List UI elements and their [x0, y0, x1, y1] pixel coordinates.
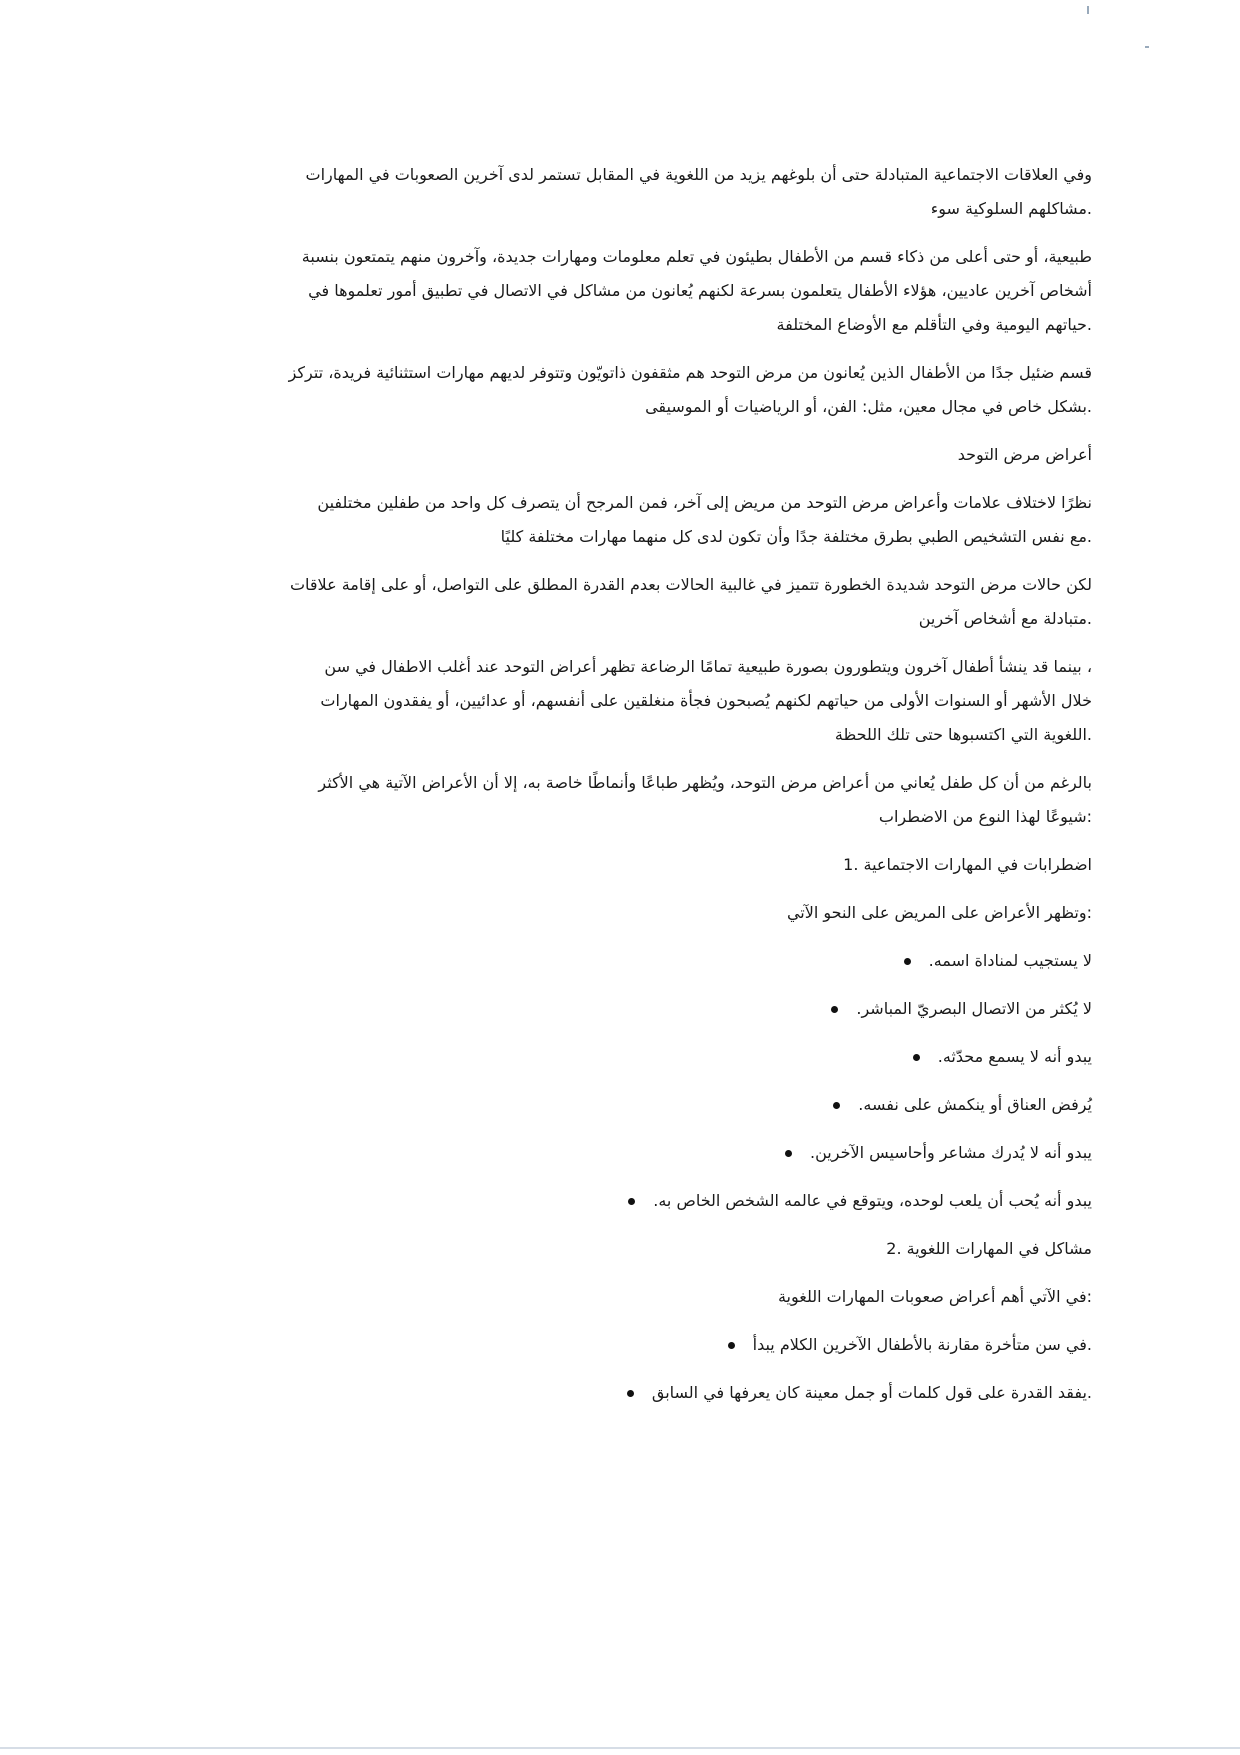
bullet-text: .يفقد القدرة على قول كلمات أو جمل معينة كان يعرفها في السابق	[651, 1383, 1092, 1402]
text-line: .بشكل خاص في مجال معين، مثل: الفن، أو الرياضيات أو الموسيقى	[645, 397, 1092, 416]
bullet-text: لا يستجيب لمناداة اسمه.	[928, 951, 1092, 970]
document-body	[190, 158, 1092, 1424]
text-line: أشخاص آخرين عاديين، هؤلاء الأطفال يتعلمون بسرعة لكنهم يُعانون من مشاكل في الاتصال في تطبيق أمور تعلموها في	[308, 281, 1092, 300]
section2-intro: :في الآتي أهم أعراض صعوبات المهارات اللغوية	[777, 1287, 1092, 1306]
bullet-text: يبدو أنه يُحب أن يلعب لوحده، ويتوقع في عالمه الشخص الخاص به.	[653, 1191, 1092, 1210]
bullet-text: يُرفض العناق أو ينكمش على نفسه.	[858, 1095, 1092, 1114]
list-item	[190, 1136, 1092, 1170]
list-item	[190, 944, 1092, 978]
scan-bottom-edge	[0, 1747, 1240, 1749]
bullet-text: لا يُكثر من الاتصال البصريّ المباشر.	[856, 999, 1092, 1018]
list-item	[190, 1184, 1092, 1218]
bullet-text: يبدو أنه لا يسمع محدّثه.	[937, 1047, 1092, 1066]
section2-bullet-list	[190, 1328, 1092, 1410]
list-item	[190, 1040, 1092, 1074]
bullet-icon	[833, 1102, 840, 1109]
section2-heading: مشاكل في المهارات اللغوية .2	[886, 1239, 1092, 1258]
list-item	[190, 992, 1092, 1026]
section1-bullet-list	[190, 944, 1092, 1218]
section1-intro: :وتظهر الأعراض على المريض على النحو الآتي	[786, 903, 1092, 922]
scan-mark-right	[1145, 46, 1149, 48]
text-line: خلال الأشهر أو السنوات الأولى من حياتهم لكنهم يُصبحون فجأة منغلقين على أنفسهم، أو عدائيين، أو يفقدون المهارات	[320, 691, 1092, 710]
text-line: لكن حالات مرض التوحد شديدة الخطورة تتميز في غالبية الحالات بعدم القدرة المطلق على التواصل، أو على إقامة علاقات	[289, 575, 1092, 594]
paragraph-2	[190, 240, 1092, 342]
paragraph-7	[190, 650, 1092, 752]
text-line: :شيوعًا لهذا النوع من الاضطراب	[878, 807, 1092, 826]
paragraph-8	[190, 766, 1092, 834]
text-line: .مشاكلهم السلوكية سوء	[930, 199, 1092, 218]
text-line: نظرًا لاختلاف علامات وأعراض مرض التوحد من مريض إلى آخر، فمن المرجح أن يتصرف كل واحد من طفلين مختلفين	[317, 493, 1092, 512]
section1-heading: اضطرابات في المهارات الاجتماعية .1	[843, 855, 1092, 874]
bullet-text: .في سن متأخرة مقارنة بالأطفال الآخرين الكلام يبدأ	[752, 1335, 1092, 1354]
heading-line: أعراض مرض التوحد	[957, 445, 1092, 464]
text-line: ، بينما قد ينشأ أطفال آخرون ويتطورون بصورة طبيعية تمامًا الرضاعة تظهر أعراض التوحد عند أغلب الاطفال في سن	[324, 657, 1092, 676]
list-item	[190, 1328, 1092, 1362]
paragraph-5	[190, 486, 1092, 554]
bullet-text: يبدو أنه لا يُدرك مشاعر وأحاسيس الآخرين.	[810, 1143, 1092, 1162]
text-line: وفي العلاقات الاجتماعية المتبادلة حتى أن بلوغهم يزيد من اللغوية في المقابل تستمر لدى آخرين الصعوبات في المهارات	[305, 165, 1092, 184]
section-heading-symptoms	[190, 438, 1092, 472]
bullet-icon	[785, 1150, 792, 1157]
text-line: بالرغم من أن كل طفل يُعاني من أعراض مرض التوحد، ويُظهر طباعًا وأنماطًا خاصة به، إلا أن الأعراض الآتية هي الأكثر	[318, 773, 1092, 792]
text-line: .اللغوية التي اكتسبوها حتى تلك اللحظة	[834, 725, 1092, 744]
text-line: طبيعية، أو حتى أعلى من ذكاء قسم من الأطفال بطيئون في تعلم معلومات ومهارات جديدة، وآخرون منهم يتمتعون بنسبة	[301, 247, 1092, 266]
list-item	[190, 1088, 1092, 1122]
text-line: .متبادلة مع أشخاص آخرين	[918, 609, 1092, 628]
text-line: قسم ضئيل جدًا من الأطفال الذين يُعانون من مرض التوحد هم مثقفون ذاتويّون وتتوفر لديهم مهارات استثنائية فريدة، تتركز	[288, 363, 1092, 382]
scan-mark-top	[1087, 6, 1089, 14]
bullet-icon	[913, 1054, 920, 1061]
bullet-icon	[728, 1342, 735, 1349]
bullet-icon	[628, 1198, 635, 1205]
bullet-icon	[831, 1006, 838, 1013]
text-line: .مع نفس التشخيص الطبي بطرق مختلفة جدًا وأن تكون لدى كل منهما مهارات مختلفة كليًا	[500, 527, 1092, 546]
text-line: .حياتهم اليومية وفي التأقلم مع الأوضاع المختلفة	[776, 315, 1092, 334]
list-item	[190, 1376, 1092, 1410]
paragraph-1	[190, 158, 1092, 226]
bullet-icon	[627, 1390, 634, 1397]
bullet-icon	[904, 958, 911, 965]
paragraph-3	[190, 356, 1092, 424]
paragraph-6	[190, 568, 1092, 636]
